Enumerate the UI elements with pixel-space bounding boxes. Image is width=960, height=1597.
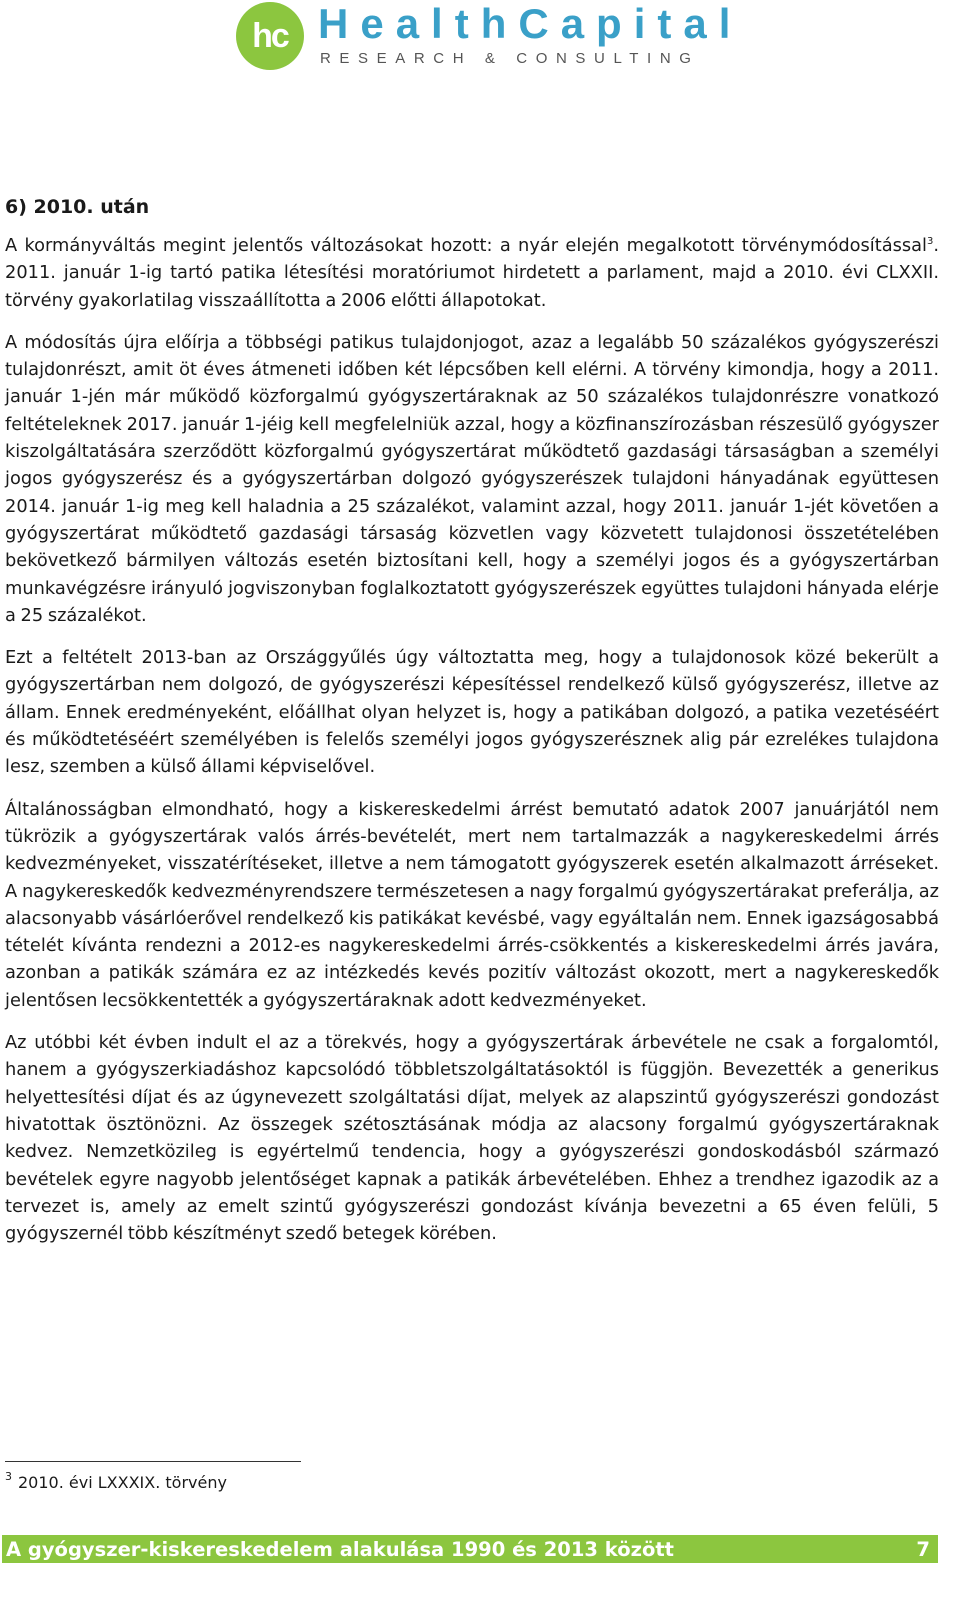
paragraph-1 xyxy=(5,232,939,314)
logo-wordmark xyxy=(318,0,742,48)
page-footer xyxy=(2,1535,938,1563)
logo-name-part1: Health xyxy=(318,0,519,47)
footer-title: A gyógyszer-kiskereskedelem alakulása 1990 és 2013 között xyxy=(6,1537,674,1561)
document-body xyxy=(5,192,939,1262)
paragraph-4: Általánosságban elmondható, hogy a kiskereskedelmi árrést bemutató adatok 2007 januárjától nem tükrözik a gyógyszertárak valós árrés-bevételét, mert nem tartalmazzák a nagykereskedelmi árrés kedvezményeket, visszatérítéseket, illetve a nem támogatott gyógyszerek esetén alkalmazott árréseket. A nagykereskedők kedvezményrendszere természetesen a nagy forgalmú gyógyszertárakat preferálja, az alacsonyabb vásárlóerővel rendelkező kis patikákat kevésbé, vagy egyáltalán nem. Ennek igazságosabbá tételét kívánta rendezni a 2012-es nagykereskedelmi árrés-csökkentés a kiskereskedelmi árrés javára, azonban a patikák számára ez az intézkedés kevés pozitív változást okozott, mert a nagykereskedők jelentősen lecsökkentették a gyógyszertáraknak adott kedvezményeket. xyxy=(5,798,939,1011)
paragraph-5: Az utóbbi két évben indult el az a törekvés, hogy a gyógyszertárak árbevétele ne csak a forgalomtól, hanem a gyógyszerkiadáshoz kapcsolódó többletszolgáltatásoktól is függjön. Bevezették a generikus helyettesítési díjat és az úgynevezett szolgáltatási díjat, melyek az alapszintű gyógyszerészi gondozást hivatottak ösztönözni. Az összegek szétosztásának módja az alacsony forgalmú gyógyszertáraknak kedvez. Nemzetközileg is egyértelmű tendencia, hogy a gyógyszerészi gondoskodásból származó bevételek egyre nagyobb jelentőséget kapnak a patikák árbevételében. Ehhez a trendhez igazodik az a tervezet is, amely az emelt szintű gyógyszerészi gondozást kívánja bevezetni a 65 éven felüli, 5 gyógyszernél több készítményt szedő betegek körében. xyxy=(5,1032,939,1245)
footnote-ref[interactable]: 3 xyxy=(926,236,934,248)
footnote-text: 2010. évi LXXXIX. törvény xyxy=(18,1473,227,1492)
paragraph-3: Ezt a feltételt 2013-ban az Országgyűlés úgy változtatta meg, hogy a tulajdonosok közé bekerült a gyógyszertárban nem dolgozó, de gyógyszerészi képesítéssel rendelkező külső gyógyszerész, illetve az állam. Ennek eredményeként, előállhat olyan helyzet is, hogy a patikában dolgozó, a patika vezetéséért és működtetéséért személyében is felelős személyi jogos gyógyszerésznek alig pár ezrelékes tulajdona lesz, szemben a külső állami képviselővel. xyxy=(5,647,939,778)
logo-tagline: RESEARCH & CONSULTING xyxy=(320,50,700,67)
paragraph-2: A módosítás újra előírja a többségi patikus tulajdonjogot, azaz a legalább 50 százalékos gyógyszerészi tulajdonrészt, amit öt éves átmeneti időben két lépcsőben kell elérni. A törvény kimondja, hogy a 2011. január 1-jén már működő közforgalmú gyógyszertáraknak az 50 százalékos tulajdonrészre vonatkozó feltételeknek 2017. január 1-jéig kell megfelelniük azzal, hogy a közfinanszírozásban részesülő gyógyszer kiszolgáltatására szerződött közforgalmú gyógyszertárat működtető gazdasági társaságban a személyi jogos gyógyszerész és a gyógyszertárban dolgozó gyógyszerészek tulajdoni hányadának együttesen 2014. január 1-ig meg kell haladnia a 25 százalékot, valamint azzal, hogy 2011. január 1-jét követően a gyógyszertárat működtető gazdasági társaság közvetlen vagy közvetett tulajdonosi összetételében bekövetkező bármilyen változás esetén biztosítani kell, hogy a személyi jogos és a gyógyszertárban munkavégzésre irányuló jogviszonyban foglalkoztatott gyógyszerészek együttes tulajdoni hányada elérje a 25 százalékot. xyxy=(5,331,939,626)
footnote-divider xyxy=(5,1461,301,1462)
paragraph-1-text-a: A kormányváltás megint jelentős változásokat hozott: a nyár elején megalkotott törvénymódosítással xyxy=(5,235,927,256)
paragraph-1-text-b: . 2011. január 1-ig tartó patika létesítési moratóriumot hirdetett a parlament, majd a 2010. évi CLXXII. törvény gyakorlatilag visszaállította a 2006 előtti állapotokat. xyxy=(5,235,939,311)
section-heading: 6) 2010. után xyxy=(5,196,150,218)
logo-name-part2: Capital xyxy=(518,0,743,47)
footnote xyxy=(5,1472,227,1494)
logo-mark: hc xyxy=(236,2,304,70)
page-number: 7 xyxy=(916,1537,930,1561)
footnote-number: 3 xyxy=(5,1470,12,1483)
company-logo xyxy=(236,0,743,72)
